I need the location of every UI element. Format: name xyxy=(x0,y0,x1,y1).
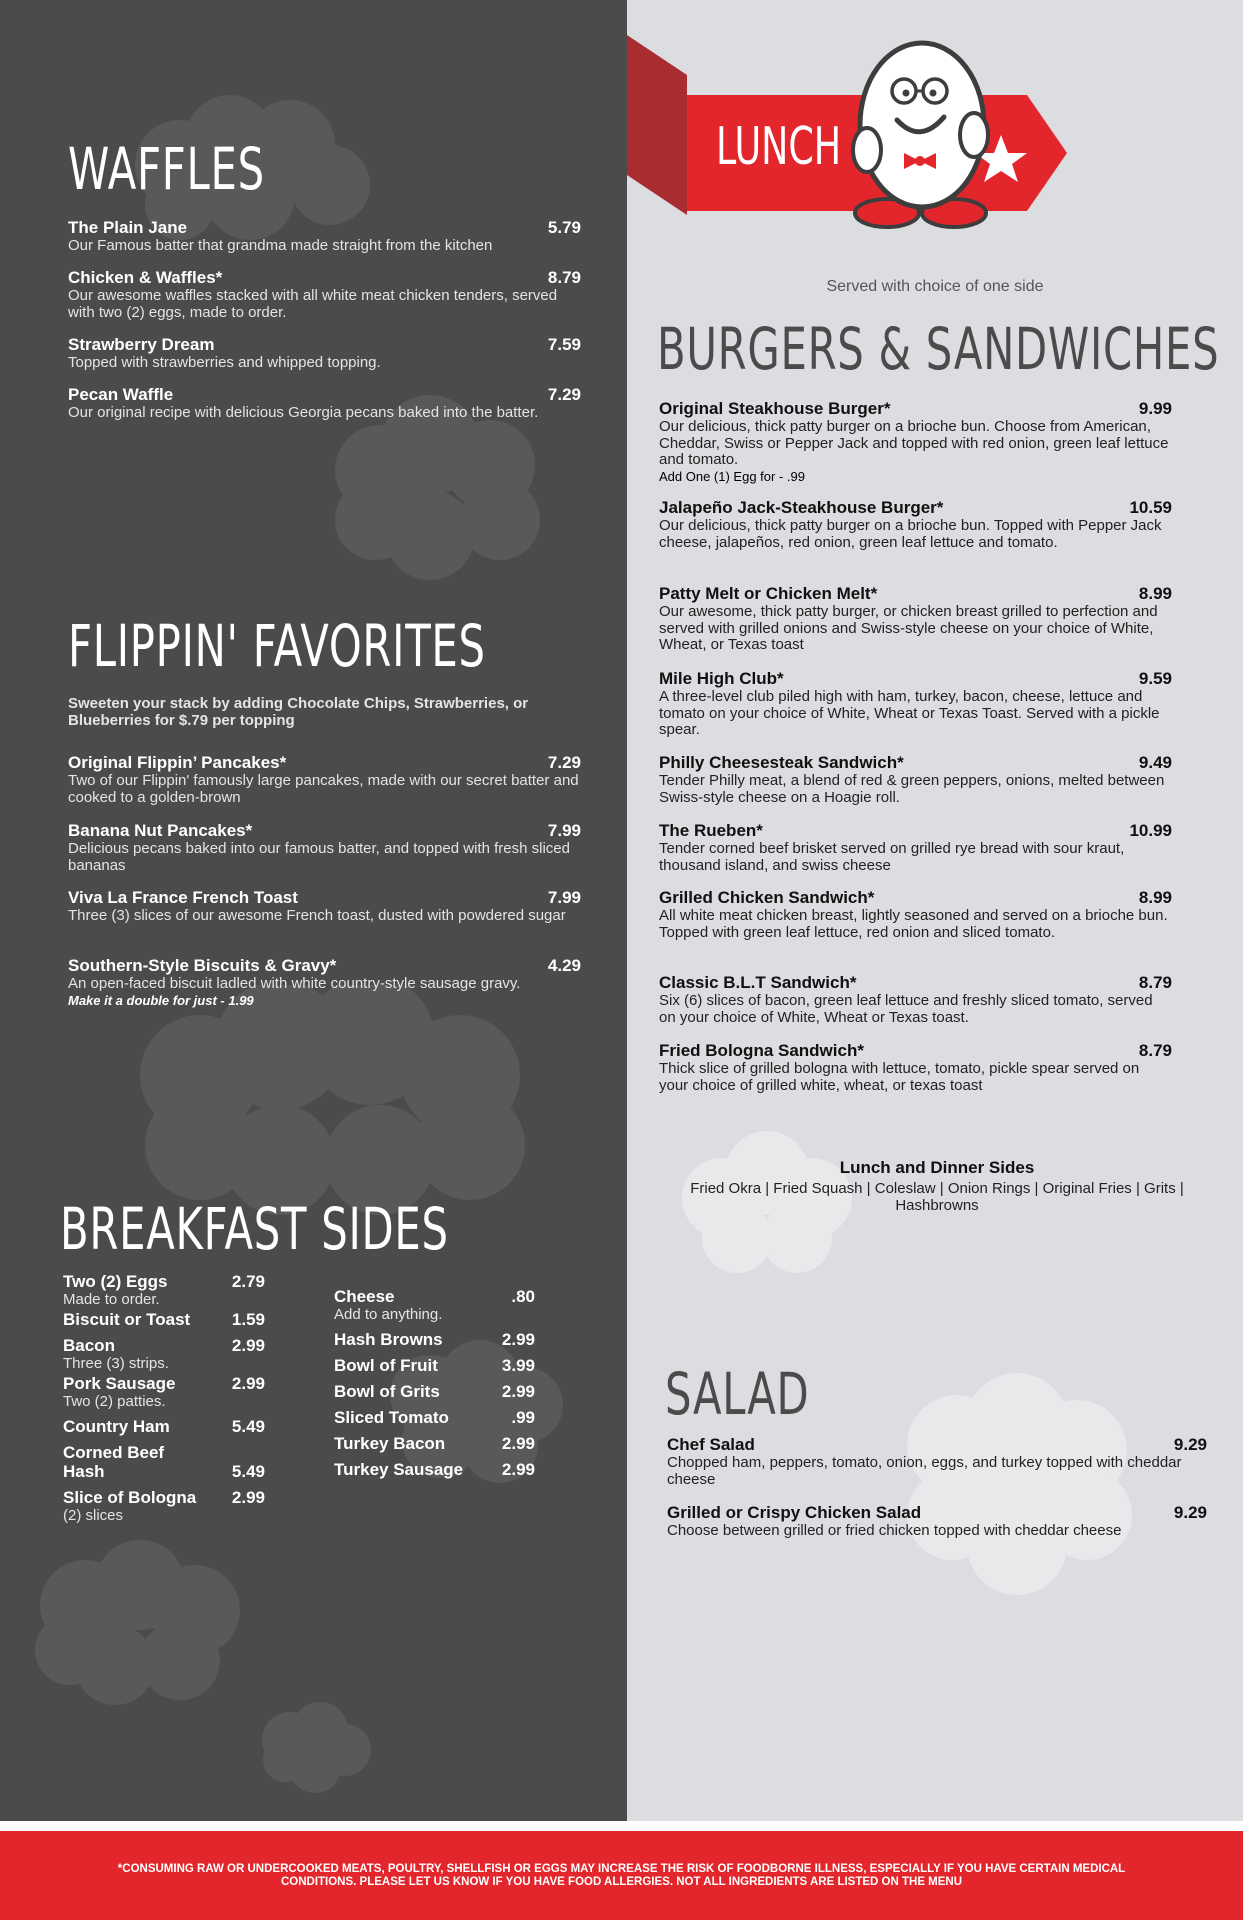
item-desc: Our Famous batter that grandma made straight from the kitchen xyxy=(68,237,493,254)
item-name: Cheese xyxy=(334,1287,395,1306)
item-name: Corned Beef Hash xyxy=(63,1443,165,1481)
allergy-disclaimer: *CONSUMING RAW OR UNDERCOOKED MEATS, POULTRY, SHELLFISH OR EGGS MAY INCREASE THE RISK OF FOODBORNE ILLNESS, ESPECIALLY IF YOU HAVE CERTAIN MEDICAL CONDITIONS. PLEASE LET US KNOW IF YOU HAVE FOOD ALLERGIES. NOT ALL INGREDIENTS ARE LISTED ON THE MENU xyxy=(0,1831,1243,1920)
item-price: 7.29 xyxy=(547,385,581,404)
item-desc: Six (6) slices of bacon, green leaf lettuce and freshly sliced tomato, served on your choice of White, Wheat or Texas toast. xyxy=(659,992,1153,1026)
item-name: Classic B.L.T Sandwich* xyxy=(659,973,857,992)
menu-item xyxy=(659,973,1172,1026)
side-item xyxy=(63,1272,265,1308)
item-name: Mile High Club* xyxy=(659,669,784,688)
item-desc: Choose between grilled or fried chicken topped with cheddar cheese xyxy=(667,1522,1122,1539)
item-price: 4.29 xyxy=(547,956,581,975)
item-name: Turkey Sausage xyxy=(334,1460,464,1479)
item-desc: Two of our Flippin' famously large pancakes, made with our secret batter and cooked to a golden-brown xyxy=(68,772,579,806)
item-price: 2.99 xyxy=(501,1434,535,1453)
side-item xyxy=(334,1408,535,1427)
item-desc: (2) slices xyxy=(63,1507,124,1524)
item-price: 2.99 xyxy=(231,1374,265,1393)
item-name: Pecan Waffle xyxy=(68,385,174,404)
menu-item xyxy=(68,385,581,422)
item-name: Two (2) Eggs xyxy=(63,1272,168,1291)
item-name: Fried Bologna Sandwich* xyxy=(659,1041,864,1060)
item-desc: A three-level club piled high with ham, turkey, bacon, cheese, lettuce and tomato on your choice of White, Wheat or Texas Toast. Served with a pickle spear. xyxy=(659,688,1160,738)
side-item xyxy=(63,1374,265,1410)
menu-item xyxy=(68,268,581,321)
item-price: 3.99 xyxy=(501,1356,535,1375)
item-price: 2.99 xyxy=(231,1336,265,1355)
item-desc: Made to order. xyxy=(63,1291,160,1308)
item-desc: Tender Philly meat, a blend of red & green peppers, onions, melted between Swiss-style cheese on a Hoagie roll. xyxy=(659,772,1165,806)
salad-title: SALAD xyxy=(665,1360,810,1428)
item-price: 7.99 xyxy=(547,888,581,907)
flippin-title: FLIPPIN' FAVORITES xyxy=(68,612,486,680)
side-item xyxy=(63,1443,265,1481)
menu-item xyxy=(659,669,1172,739)
item-desc: Our original recipe with delicious Georgia pecans baked into the batter. xyxy=(68,404,539,421)
item-price: 2.79 xyxy=(231,1272,265,1291)
item-price: 7.29 xyxy=(547,753,581,772)
item-price: 8.79 xyxy=(547,268,581,287)
item-desc: Our awesome, thick patty burger, or chicken breast grilled to perfection and served with grilled onions and Swiss-style cheese on your choice of White, Wheat, or Texas toast xyxy=(659,603,1158,653)
item-name: Biscuit or Toast xyxy=(63,1310,191,1329)
item-price: 7.59 xyxy=(547,335,581,354)
item-name: The Plain Jane xyxy=(68,218,188,237)
waffles-title: WAFFLES xyxy=(68,135,265,203)
item-name: Patty Melt or Chicken Melt* xyxy=(659,584,878,603)
item-desc: An open-faced biscuit ladled with white country-style sausage gravy. xyxy=(68,975,521,992)
served-with-note: Served with choice of one side xyxy=(826,278,1044,295)
item-name: Turkey Bacon xyxy=(334,1434,446,1453)
sides-column-1 xyxy=(63,1272,265,1524)
side-item xyxy=(334,1460,535,1479)
item-price: 2.99 xyxy=(501,1382,535,1401)
menu-item xyxy=(68,218,581,255)
egg-mascot-icon xyxy=(842,25,1002,230)
menu-item xyxy=(667,1435,1207,1488)
menu-item xyxy=(659,821,1172,874)
item-price: 8.99 xyxy=(1138,584,1172,603)
item-price: 2.99 xyxy=(501,1460,535,1479)
cloud-icon xyxy=(897,1370,1137,1610)
breakfast-panel xyxy=(0,0,627,1821)
side-item xyxy=(63,1417,265,1436)
item-price: 9.59 xyxy=(1138,669,1172,688)
side-item xyxy=(334,1434,535,1453)
item-price: 8.99 xyxy=(1138,888,1172,907)
item-price: 9.29 xyxy=(1173,1503,1207,1522)
item-price: 2.99 xyxy=(231,1488,265,1507)
item-desc: Our delicious, thick patty burger on a brioche bun. Topped with Pepper Jack cheese, jalapeños, red onion, green leaf lettuce and tomato. xyxy=(659,517,1162,551)
menu-item xyxy=(667,1503,1207,1540)
menu-item xyxy=(68,753,581,806)
breakfast-sides-title: BREAKFAST SIDES xyxy=(60,1195,449,1263)
lunch-sides-title: Lunch and Dinner Sides xyxy=(839,1158,1035,1177)
menu-item xyxy=(659,584,1172,654)
burgers-title: BURGERS & SANDWICHES xyxy=(657,315,1220,383)
menu-item xyxy=(68,821,581,874)
cloud-icon xyxy=(30,1535,250,1705)
menu-item xyxy=(659,753,1172,806)
item-price: 10.99 xyxy=(1129,821,1172,840)
item-name: Sliced Tomato xyxy=(334,1408,449,1427)
item-name: Grilled Chicken Sandwich* xyxy=(659,888,875,907)
item-name: Pork Sausage xyxy=(63,1374,176,1393)
item-price: 8.79 xyxy=(1138,973,1172,992)
item-name: Slice of Bologna xyxy=(63,1488,197,1507)
item-price: 9.29 xyxy=(1173,1435,1207,1454)
item-desc: Add to anything. xyxy=(334,1306,443,1323)
item-name: Bowl of Fruit xyxy=(334,1356,438,1375)
item-name: Country Ham xyxy=(63,1417,170,1436)
item-price: 1.59 xyxy=(231,1310,265,1329)
lunch-heading: LUNCH xyxy=(716,117,842,177)
item-name: Original Flippin’ Pancakes* xyxy=(68,753,287,772)
side-item xyxy=(63,1488,265,1524)
side-item xyxy=(63,1336,265,1372)
lunch-panel xyxy=(627,0,1243,1821)
item-name: Strawberry Dream xyxy=(68,335,215,354)
item-price: 9.99 xyxy=(1138,399,1172,418)
item-desc: Tender corned beef brisket served on grilled rye bread with sour kraut, thousand island, and swiss cheese xyxy=(659,840,1125,874)
item-desc: Topped with strawberries and whipped topping. xyxy=(68,354,381,371)
item-name: Bacon xyxy=(63,1336,115,1355)
item-price: 2.99 xyxy=(501,1330,535,1349)
item-name: Bowl of Grits xyxy=(334,1382,440,1401)
topping-note: Sweeten your stack by adding Chocolate Chips, Strawberries, or Blueberries for $.79 per topping xyxy=(68,695,529,729)
menu-item xyxy=(68,335,581,372)
item-price: .80 xyxy=(511,1287,535,1306)
item-desc: All white meat chicken breast, lightly seasoned and served on a brioche bun. Topped with green leaf lettuce, red onion and sliced tomato. xyxy=(659,907,1168,941)
item-price: 5.79 xyxy=(547,218,581,237)
side-item xyxy=(334,1382,535,1401)
sides-column-2 xyxy=(334,1287,535,1479)
item-price: 8.79 xyxy=(1138,1041,1172,1060)
lunch-sides-list: Fried Okra | Fried Squash | Coleslaw | Onion Rings | Original Fries | Grits | Hashbrowns xyxy=(690,1180,1184,1214)
item-name: Viva La France French Toast xyxy=(68,888,298,907)
item-note: Add One (1) Egg for - .99 xyxy=(659,468,805,484)
item-price: 5.49 xyxy=(231,1417,265,1436)
item-price: 10.59 xyxy=(1129,498,1172,517)
item-desc: Our awesome waffles stacked with all white meat chicken tenders, served with two (2) eggs, made to order. xyxy=(68,287,558,321)
item-name: Chicken & Waffles* xyxy=(68,268,223,287)
cloud-icon xyxy=(255,1695,375,1795)
item-name: The Rueben* xyxy=(659,821,763,840)
cloud-icon xyxy=(130,985,550,1215)
menu-item xyxy=(68,956,581,1008)
item-desc: Three (3) slices of our awesome French toast, dusted with powdered sugar xyxy=(68,907,566,924)
item-desc: Thick slice of grilled bologna with lettuce, tomato, pickle spear served on your choice of grilled white, wheat, or texas toast xyxy=(659,1060,1140,1094)
item-price: 9.49 xyxy=(1138,753,1172,772)
item-name: Southern-Style Biscuits & Gravy* xyxy=(68,956,337,975)
item-note: Make it a double for just - 1.99 xyxy=(68,992,254,1008)
menu-item xyxy=(68,888,581,925)
item-name: Philly Cheesesteak Sandwich* xyxy=(659,753,904,772)
menu-item xyxy=(659,888,1172,941)
side-item xyxy=(334,1356,535,1375)
menu-item xyxy=(659,498,1172,551)
menu-item xyxy=(659,399,1172,484)
side-item xyxy=(63,1310,265,1329)
item-desc: Our delicious, thick patty burger on a brioche bun. Choose from American, Cheddar, Swiss or Pepper Jack and topped with red onion, green leaf lettuce and tomato. xyxy=(659,418,1169,468)
item-desc: Three (3) strips. xyxy=(63,1355,169,1372)
item-name: Chef Salad xyxy=(667,1435,755,1454)
item-price: 5.49 xyxy=(231,1462,265,1481)
side-item xyxy=(334,1287,535,1323)
item-name: Hash Browns xyxy=(334,1330,443,1349)
item-desc: Delicious pecans baked into our famous batter, and topped with fresh sliced bananas xyxy=(68,840,570,874)
item-price: .99 xyxy=(511,1408,535,1427)
item-desc: Chopped ham, peppers, tomato, onion, eggs, and turkey topped with cheddar cheese xyxy=(667,1454,1182,1488)
item-name: Original Steakhouse Burger* xyxy=(659,399,891,418)
item-price: 7.99 xyxy=(547,821,581,840)
side-item xyxy=(334,1330,535,1349)
item-name: Jalapeño Jack-Steakhouse Burger* xyxy=(659,498,944,517)
menu-item xyxy=(659,1041,1172,1094)
item-name: Grilled or Crispy Chicken Salad xyxy=(667,1503,922,1522)
item-name: Banana Nut Pancakes* xyxy=(68,821,253,840)
item-desc: Two (2) patties. xyxy=(63,1393,166,1410)
